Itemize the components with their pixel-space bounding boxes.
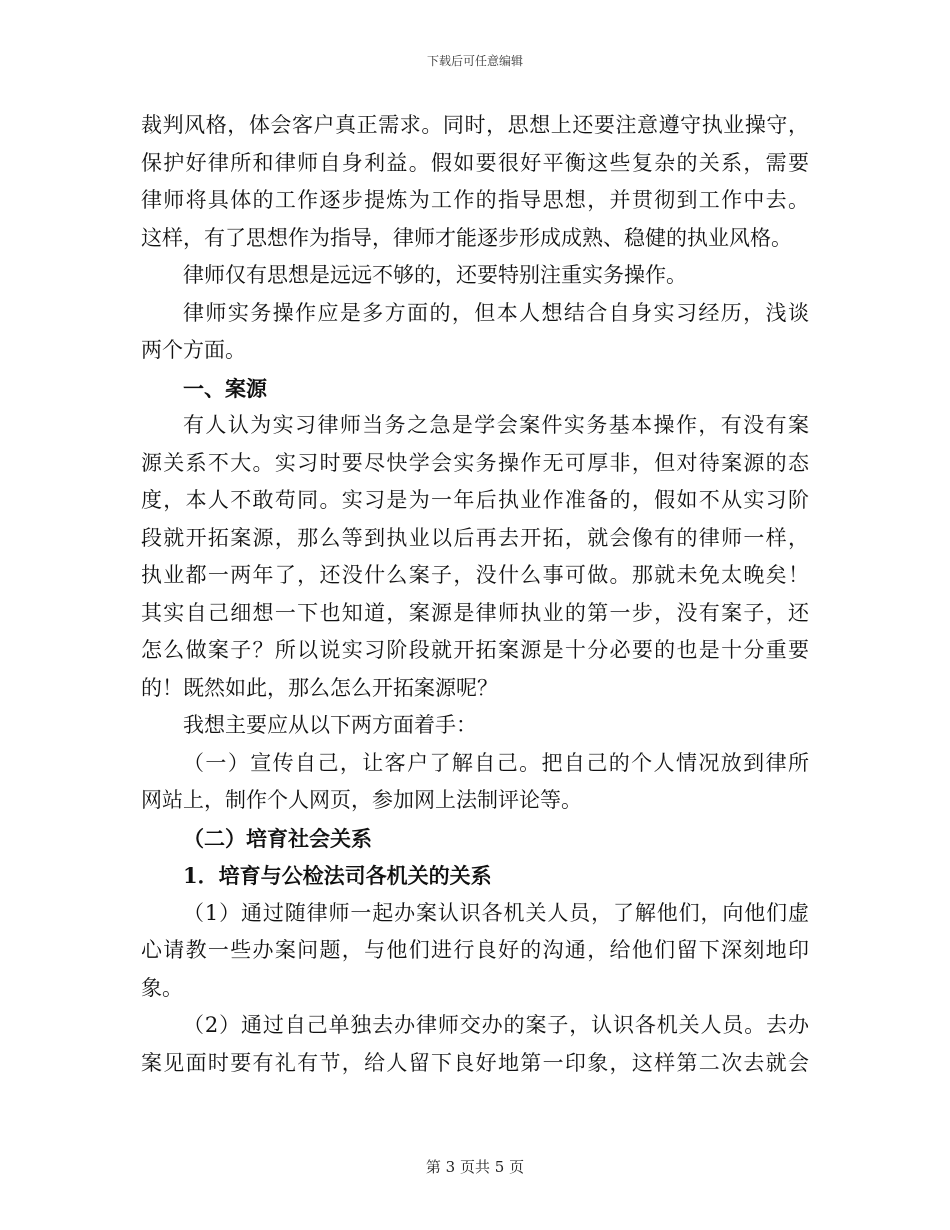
paragraph-line: 这样，有了思想作为指导，律师才能逐步形成成熟、稳健的执业风格。 <box>141 225 792 250</box>
paragraph-line: 的！既然如此，那么怎么开拓案源呢？ <box>141 675 498 700</box>
document-body <box>141 107 809 1082</box>
section-heading: 一、案源 <box>183 375 267 401</box>
paragraph-line: 我想主要应从以下两方面着手： <box>183 713 477 737</box>
subsection-heading: 1．培育与公检法司各机关的关系 <box>183 863 492 888</box>
paragraph-line: 律师仅有思想是远远不够的，还要特别注重实务操作。 <box>183 263 687 287</box>
page-number: 第 3 页共 5 页 <box>425 1158 525 1176</box>
paragraph-line: （2）通过自己单独去办律师交办的案子，认识各机关人员。去办 <box>183 1013 809 1037</box>
paragraph-line: 有人认为实习律师当务之急是学会案件实务基本操作，有没有案 <box>183 413 809 437</box>
paragraph-line: 其实自己细想一下也知道，案源是律师执业的第一步，没有案子，还 <box>141 600 809 625</box>
paragraph-line: 两个方面。 <box>141 338 246 362</box>
paragraph-line: （1）通过随律师一起办案认识各机关人员，了解他们，向他们虚 <box>183 900 809 925</box>
paragraph-line: 度，本人不敢苟同。实习是为一年后执业作准备的，假如不从实习阶 <box>141 488 809 512</box>
page-header: 下载后可任意编辑 <box>426 54 523 68</box>
paragraph-line: 执业都一两年了，还没什么案子，没什么事可做。那就未免太晚矣！ <box>141 563 809 587</box>
paragraph-line: 怎么做案子？所以说实习阶段就开拓案源是十分必要的也是十分重要 <box>141 638 809 662</box>
paragraph-line: 源关系不大。实习时要尽快学会实务操作无可厚非，但对待案源的态 <box>141 450 809 475</box>
subsection-heading: （二）培育社会关系 <box>183 825 372 851</box>
paragraph-line: 保护好律所和律师自身利益。假如要很好平衡这些复杂的关系，需要 <box>141 150 809 175</box>
paragraph-line: 网站上，制作个人网页，参加网上法制评论等。 <box>141 788 582 812</box>
paragraph-line: 律师实务操作应是多方面的，但本人想结合自身实习经历，浅谈 <box>183 300 809 325</box>
paragraph-line: 段就开拓案源，那么等到执业以后再去开拓，就会像有的律师一样， <box>141 525 809 550</box>
paragraph-line: 心请教一些办案问题，与他们进行良好的沟通，给他们留下深刻地印 <box>141 938 809 962</box>
paragraph-line: 案见面时要有礼有节，给人留下良好地第一印象，这样第二次去就会 <box>141 1050 809 1075</box>
paragraph-line: 裁判风格，体会客户真正需求。同时，思想上还要注意遵守执业操守， <box>141 113 809 137</box>
paragraph-line: （一）宣传自己，让客户了解自己。把自己的个人情况放到律所 <box>183 750 809 775</box>
paragraph-line: 律师将具体的工作逐步提炼为工作的指导思想，并贯彻到工作中去。 <box>141 188 809 212</box>
paragraph-line: 象。 <box>141 975 183 1000</box>
